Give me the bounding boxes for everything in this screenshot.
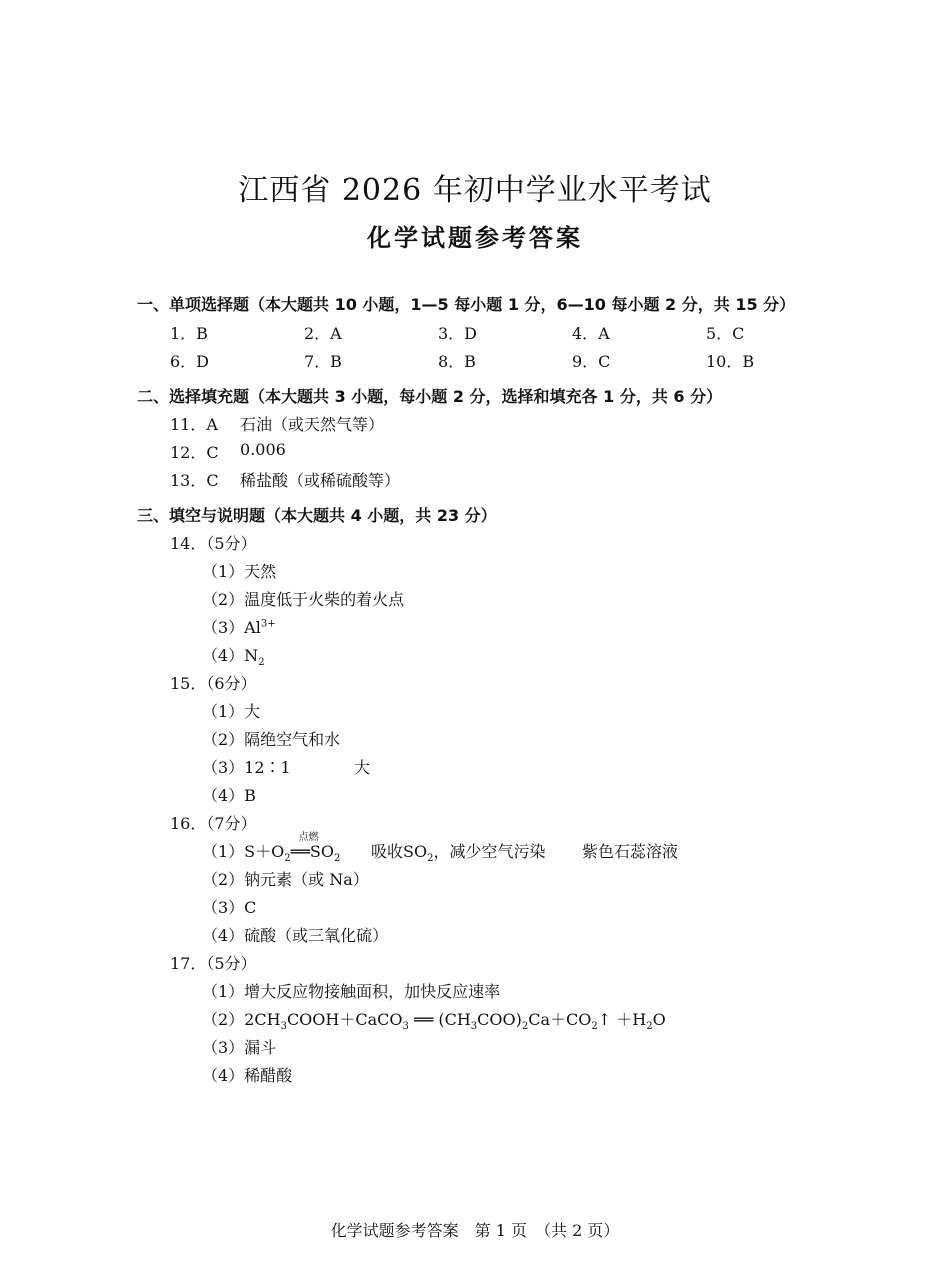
page-title: 江西省 2026 年初中学业水平考试 xyxy=(238,173,712,208)
q16-answer-1-equation: $(1)S+O_2$ 点燃 $══SO_2$ xyxy=(202,839,340,864)
q14-answer-3: $(3)Al^{3+}$ xyxy=(202,618,276,637)
q17-answer-1: （1）增大反应物接触面积，加快反应速率 xyxy=(202,982,501,1001)
mc-answer-1: 1．B xyxy=(170,324,208,343)
q14-heading: 14．（5分） xyxy=(170,534,257,553)
q11-number: 11．A xyxy=(170,415,218,434)
q15-answer-2: （2）隔绝空气和水 xyxy=(202,730,341,749)
q17-answer-4: （4）稀醋酸 xyxy=(202,1066,293,1085)
section-heading-2: 二、选择填充题（本大题共 3 小题，每小题 2 分，选择和填充各 1 分，共 6 分） xyxy=(137,387,723,406)
q12-answer: 0.006 xyxy=(240,440,286,459)
q13-number: 13．C xyxy=(170,471,219,490)
mc-answer-7: 7．B xyxy=(304,352,342,371)
q16-answer-2: （2）钠元素（或 Na） xyxy=(202,870,369,889)
mc-answer-10: 10．B xyxy=(706,352,755,371)
reaction-condition: 点燃 xyxy=(298,832,319,843)
q16-answer-3: （3）C xyxy=(202,898,257,917)
q16-heading: 16．（7分） xyxy=(170,814,257,833)
mc-answer-2: 2．A xyxy=(304,324,342,343)
q17-heading: 17．（5分） xyxy=(170,954,257,973)
q14-answer-2: （2）温度低于火柴的着火点 xyxy=(202,590,405,609)
q13-answer: 稀盐酸（或稀硫酸等） xyxy=(240,471,401,490)
q15-answer-1: （1）大 xyxy=(202,702,261,721)
mc-answer-9: 9．C xyxy=(572,352,611,371)
q16-answer-1-purpose: 吸收$SO_2$，减少空气污染 xyxy=(371,842,546,865)
q15-answer-4: （4）B xyxy=(202,786,256,805)
section-heading-3: 三、填空与说明题（本大题共 4 小题，共 23 分） xyxy=(137,506,497,525)
q15-heading: 15．（6分） xyxy=(170,674,257,693)
q14-answer-4: $(4)N_2$ xyxy=(202,646,265,669)
mc-answer-4: 4．A xyxy=(572,324,610,343)
mc-answer-3: 3．D xyxy=(438,324,478,343)
q17-answer-2-equation: $(2)2CH_3COOH+CaCO_3$ ══ $(CH_3COO)_2Ca+CO_2↑ +H_2O$ xyxy=(202,1010,666,1033)
q16-answer-1-reagent: 紫色石蕊溶液 xyxy=(582,842,679,861)
q17-answer-3: （3）漏斗 xyxy=(202,1038,277,1057)
mc-answer-8: 8．B xyxy=(438,352,476,371)
q14-answer-1: （1）天然 xyxy=(202,562,277,581)
q15-answer-3b: 大 xyxy=(354,758,371,777)
page-footer: 化学试题参考答案 第 1 页 （共 2 页） xyxy=(330,1221,620,1240)
q15-answer-3: （3）12∶1 xyxy=(202,758,291,777)
mc-answer-6: 6．D xyxy=(170,352,210,371)
q12-number: 12．C xyxy=(170,443,219,462)
q16-answer-4: （4）硫酸（或三氧化硫） xyxy=(202,926,389,945)
mc-answer-5: 5．C xyxy=(706,324,745,343)
page-subtitle: 化学试题参考答案 xyxy=(367,224,583,252)
section-heading-1: 一、单项选择题（本大题共 10 小题，1—5 每小题 1 分，6—10 每小题 2 分，共 15 分） xyxy=(137,295,796,314)
q11-answer: 石油（或天然气等） xyxy=(240,415,385,434)
